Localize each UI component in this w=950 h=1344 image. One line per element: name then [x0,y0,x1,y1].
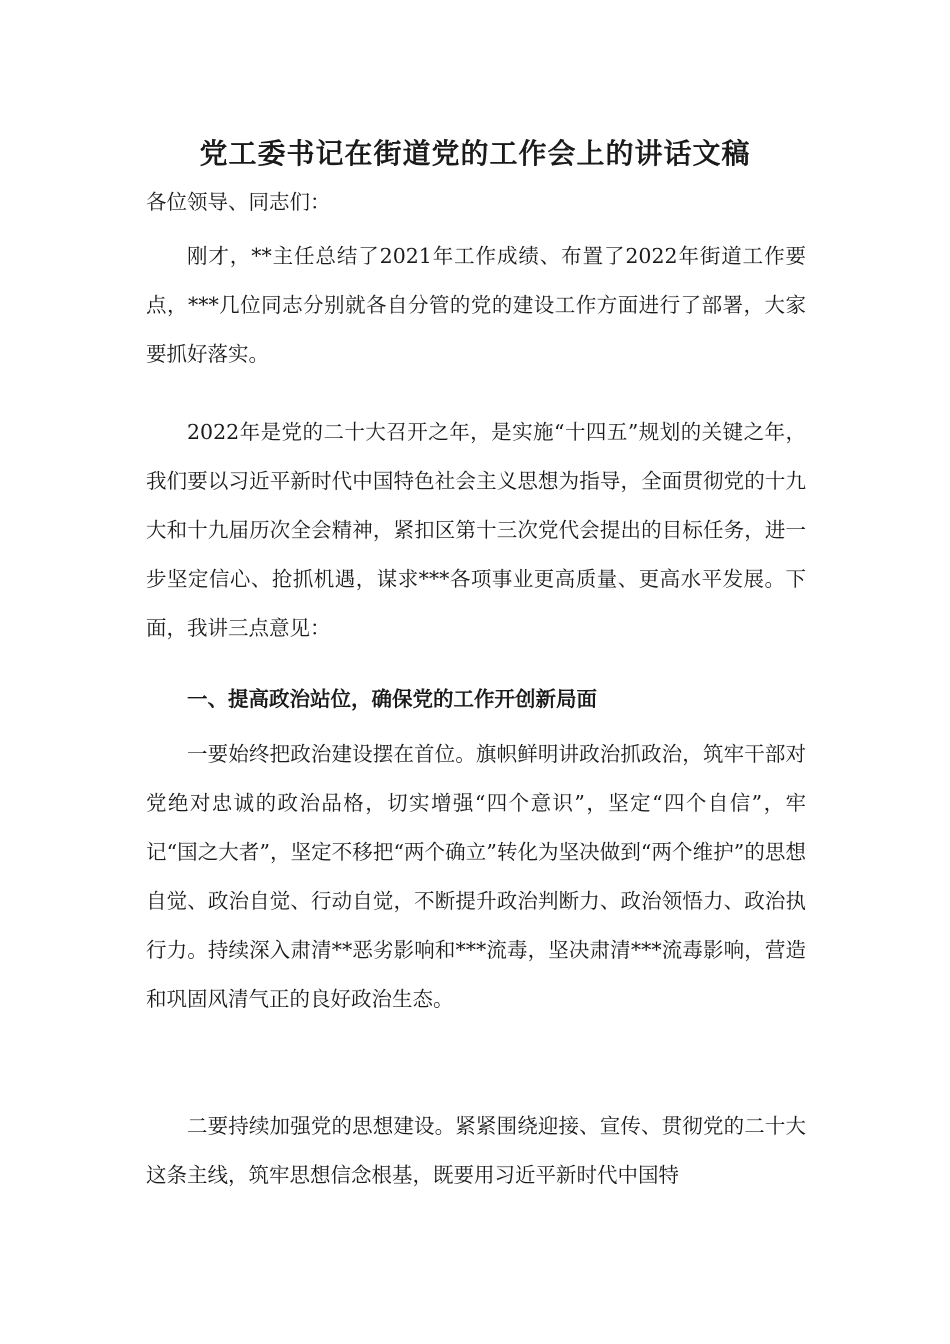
salutation: 各位领导、同志们： [146,190,331,214]
paragraph-opening: 刚才，**主任总结了2021年工作成绩、布置了2022年街道工作要点，***几位同志分别就各自分管的党的建设工作方面进行了部署，大家要抓好落实。 [146,244,806,366]
paragraph-political-building: 一要始终把政治建设摆在首位。旗帜鲜明讲政治抓政治，筑牢干部对党绝对忠诚的政治品格，切实增强“四个意识”，坚定“四个自信”，牢记“国之大者”，坚定不移把“两个确立”转化为坚决做到“两个维护”的思想自觉、政治自觉、行动自觉，不断提升政治判断力、政治领悟力、政治执行力。持续深入肃清**恶劣影响和***流毒，坚决肃清***流毒影响，营造和巩固风清气正的良好政治生态。 [146,742,806,1011]
paragraph-context: 2022年是党的二十大召开之年，是实施“十四五”规划的关键之年，我们要以习近平新时代中国特色社会主义思想为指导，全面贯彻党的十九大和十九届历次全会精神，紧扣区第十三次党代会提出的目标任务，进一步坚定信心、抢抓机遇，谋求***各项事业更高质量、更高水平发展。下面，我讲三点意见： [146,420,806,640]
document-title: 党工委书记在街道党的工作会上的讲话文稿 [199,137,751,170]
section-heading: 一、提高政治站位，确保党的工作开创新局面 [187,687,597,711]
paragraph-ideological-building: 二要持续加强党的思想建设。紧紧围绕迎接、宣传、贯彻党的二十大这条主线，筑牢思想信念根基，既要用习近平新时代中国特 [146,1114,806,1187]
